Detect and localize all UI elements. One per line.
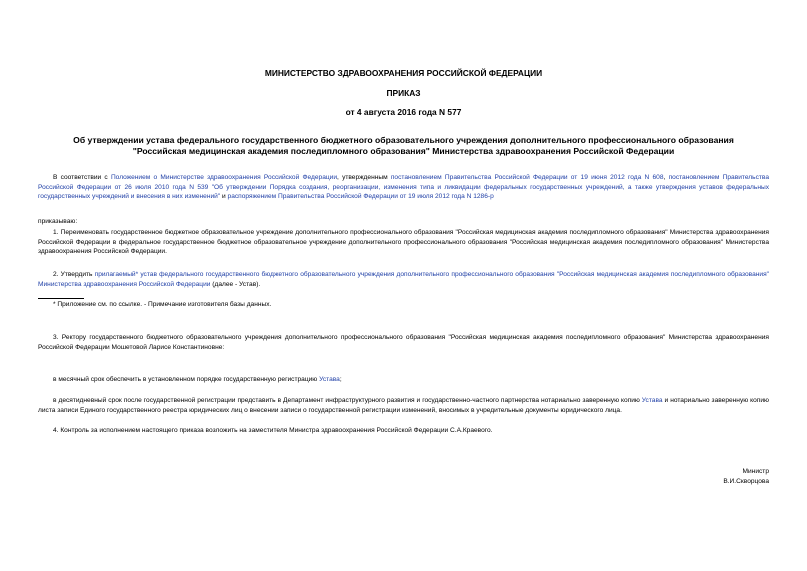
- footnote-text: * Приложение см. по ссылке. - Примечание изготовителя базы данных.: [53, 301, 272, 308]
- document-title: [0, 135, 807, 157]
- signature-name: В.И.Скворцова: [723, 478, 769, 485]
- document-title-line2: "Российская медицинская академия последипломного образования" Министерства здравоохранения Российской Федерации: [132, 146, 675, 156]
- footnote-divider: [38, 298, 84, 299]
- ministry-regulation-link[interactable]: Положением о Министерстве здравоохранения Российской Федерации: [110, 174, 338, 181]
- resolution-608-link[interactable]: постановлением Правительства Российской Федерации от 19 июня 2012 года N 608: [390, 174, 664, 181]
- item-3-sub-1: [38, 375, 769, 385]
- item-4-paragraph: 4. Контроль за исполнением настоящего приказа возложить на заместителя Министра здравоохранения Российской Федерации С.А.Краевого.: [53, 427, 493, 434]
- resolution-539-link[interactable]: постановлением Правительства Российской Федерации от 26 июля 2010 года N 539 "Об утверждении Порядка создания, реорганизации, изменения типа и ликвидации федеральных государственных учреждений, а также утверждения уставов федеральных государственных учреждений и внесения в них изменений": [38, 174, 769, 201]
- item-2-text-1: 2. Утвердить: [53, 271, 95, 278]
- orders-label: приказываю:: [38, 218, 78, 225]
- document-type: ПРИКАЗ: [386, 88, 421, 98]
- sub-1-text-1: в месячный срок обеспечить в установленном порядке государственную регистрацию: [53, 376, 320, 383]
- item-2-paragraph: [38, 270, 769, 289]
- item-3-sub-2: [38, 396, 769, 415]
- document-date-number: от 4 августа 2016 года N 577: [345, 107, 462, 117]
- sub-2-text-1: в десятидневный срок после государственной регистрации представить в Департамент инфраструктурного развития и государственно-частного партнерства нотариально заверенную копию: [53, 397, 642, 404]
- item-2-text-2: (далее - Устав).: [210, 280, 261, 288]
- basis-text-2: , утвержденным: [337, 174, 391, 181]
- document-title-line1: Об утверждении устава федерального государственного бюджетного образовательного учреждения дополнительного профессионального образования: [73, 135, 734, 145]
- ministry-heading: МИНИСТЕРСТВО ЗДРАВООХРАНЕНИЯ РОССИЙСКОЙ ФЕДЕРАЦИИ: [264, 68, 543, 78]
- basis-text-3: ,: [663, 174, 669, 181]
- basis-paragraph: [38, 173, 769, 202]
- sub-1-text-2: ;: [339, 376, 342, 383]
- order-1286-link[interactable]: распоряжением Правительства Российской Федерации от 19 июля 2012 года N 1286-р: [227, 193, 494, 201]
- basis-text-1: В соответствии с: [53, 174, 111, 181]
- item-3-paragraph: 3. Ректору государственного бюджетного образовательного учреждения дополнительного профессионального образования "Российская медицинская академия последипломного образования" Министерства здравоохранения Российской Федерации Мошетовой Ларисе Константиновне:: [38, 334, 769, 351]
- charter-link[interactable]: прилагаемый* устав федерального государственного бюджетного образовательного учреждения дополнительного профессионального образования "Российская медицинская академия последипломного образования" Министерства здравоохранения Российской Федерации: [38, 271, 769, 288]
- sub-2-text-2: и нотариально заверенную копию листа записи Единого государственного реестра юридических лиц о внесении записи о государственной регистрации изменений, вносимых в учредительные документы юридического лица.: [38, 397, 769, 414]
- charter-link-sub1[interactable]: Устава: [319, 376, 340, 383]
- basis-text-4: и: [220, 193, 228, 201]
- charter-link-sub2[interactable]: Устава: [641, 397, 663, 404]
- item-1-paragraph: 1. Переименовать государственное бюджетное образовательное учреждение дополнительного профессионального образования "Российская медицинская академия последипломного образования" Министерства здравоохранения Российской Федерации в федеральное государственное бюджетное образовательное учреждение дополнительного профессионального образования "Российская медицинская академия последипломного образования" Министерства здравоохранения Российской Федерации.: [38, 229, 769, 256]
- signature-title: Министр: [742, 468, 769, 475]
